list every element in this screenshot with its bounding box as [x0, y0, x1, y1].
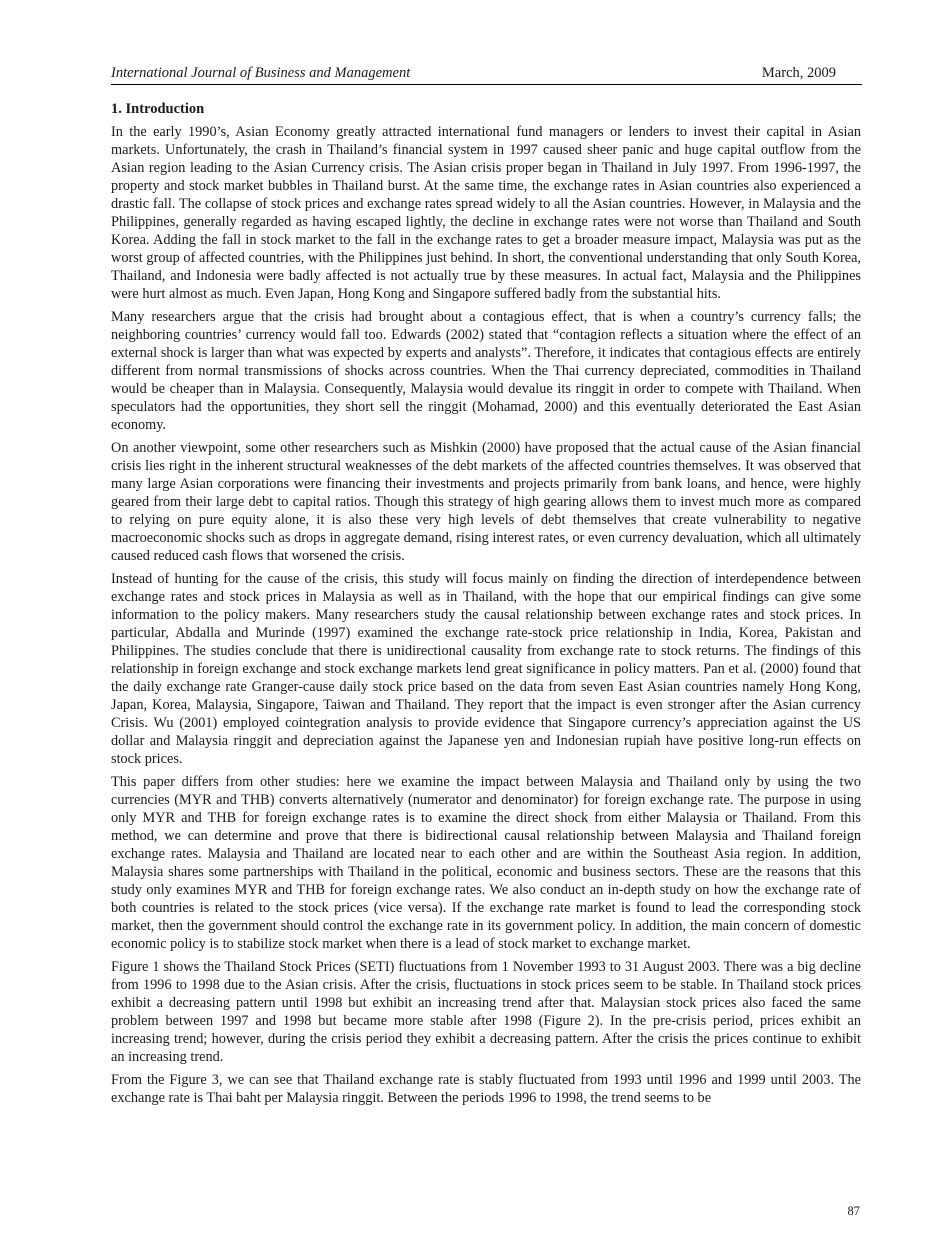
paragraph-1: In the early 1990’s, Asian Economy greatly attracted international fund managers or lenders to invest their capital in Asian markets. Unfortunately, the crash in Thailand’s financial system in 1997 caused sheer panic and huge capital outflow from the Asian region leading to the Asian Currency crisis. The Asian crisis proper began in Thailand in July 1997. From 1996-1997, the property and stock market bubbles in Thailand burst. At the same time, the exchange rates in Asian countries also experienced a drastic fall. The collapse of stock prices and exchange rates spread widely to all the Asian countries. However, in Malaysia and the Philippines, generally regarded as having escaped lightly, the decline in exchange rates were not worse than Thailand and South Korea. Adding the fall in stock market to the fall in the exchange rates to get a broader measure impact, Malaysia was put as the worst group of affected countries, with the Philippines just behind. In short, the conventional understanding that only South Korea, Thailand, and Indonesia were badly affected is not actually true by these measures. In actual fact, Malaysia and the Philippines were hurt almost as much. Even Japan, Hong Kong and Singapore suffered badly from the substantial hits.	[111, 124, 861, 302]
paragraph-7: From the Figure 3, we can see that Thailand exchange rate is stably fluctuated from 1993 until 1996 and 1999 until 2003. The exchange rate is Thai baht per Malaysia ringgit. Between the periods 1996 to 1998, the trend seems to be	[111, 1072, 861, 1106]
journal-title: International Journal of Business and Management	[111, 65, 411, 81]
article-body	[111, 100, 861, 1112]
running-header	[111, 64, 862, 85]
section-heading: 1. Introduction	[111, 101, 205, 117]
paragraph-2: Many researchers argue that the crisis had brought about a contagious effect, that is when a country’s currency falls; the neighboring countries’ currency would fall too. Edwards (2002) stated that “contagion reflects a situation where the effect of an external shock is larger than what was expected by experts and analysts”. Therefore, it indicates that contagious effects are entirely different from normal transmissions of shocks across countries. When the Thai currency depreciated, commodities in Thailand would be cheaper than in Malaysia. Consequently, Malaysia would devalue its ringgit in order to compete with Thailand. When speculators had the opportunities, they short sell the ringgit (Mohamad, 2000) and this eventually deteriorated the East Asian economy.	[111, 309, 861, 433]
paragraph-4: Instead of hunting for the cause of the crisis, this study will focus mainly on finding the direction of interdependence between exchange rates and stock prices in Malaysia as well as in Thailand, with the hope that our empirical findings can give some information to the policy makers. Many researchers study the causal relationship between exchange rates and stock prices. In particular, Abdalla and Murinde (1997) examined the exchange rate-stock price relationship in India, Korea, Pakistan and Philippines. The studies conclude that there is unidirectional causality from exchange rate to stock returns. The findings of this relationship in foreign exchange and stock exchange markets lend great significance in policy matters. Pan et al. (2000) found that the daily exchange rate Granger-cause daily stock price based on the data from seven East Asian countries namely Hong Kong, Japan, Korea, Malaysia, Singapore, Taiwan and Thailand. They report that the impact is even stronger after the Asian currency Crisis. Wu (2001) employed cointegration analysis to provide evidence that Singapore currency’s appreciation against the US dollar and Malaysia ringgit and depreciation against the Japanese yen and Indonesian rupiah have positive long-run effects on stock prices.	[111, 571, 861, 767]
page-number: 87	[847, 1204, 860, 1218]
issue-date: March, 2009	[761, 65, 836, 81]
paragraph-6: Figure 1 shows the Thailand Stock Prices (SETI) fluctuations from 1 November 1993 to 31 August 2003. There was a big decline from 1996 to 1998 due to the Asian crisis. After the crisis, fluctuations in stock prices seem to be stable. In Thailand stock prices exhibit a decreasing pattern until 1998 but exhibit an increasing trend after that. Malaysian stock prices also faced the same problem between 1997 and 1998 but became more stable after 1998 (Figure 2). In the pre-crisis period, prices exhibit an increasing trend; however, during the crisis period they exhibit a decreasing pattern. After the crisis the prices continue to exhibit an increasing trend.	[111, 959, 861, 1065]
paragraph-5: This paper differs from other studies: here we examine the impact between Malaysia and Thailand only by using the two currencies (MYR and THB) converts alternatively (numerator and denominator) for foreign exchange rate. The purpose in using only MYR and THB for foreign exchange rates is to examine the direct shock from either Malaysia or Thailand. From this method, we can determine and prove that there is bidirectional causal relationship between Malaysia and Thailand foreign exchange rates. Malaysia and Thailand are located near to each other and are within the Southeast Asia region. In addition, Malaysia shares some partnerships with Thailand in the political, economic and business sectors. These are the reasons that this study only examines MYR and THB for foreign exchange rates. We also conduct an in-depth study on how the exchange rate of both countries is related to the stock prices (vice versa). If the exchange rate market is found to lead the corresponding stock market, then the government should control the exchange rate in its government policy. In addition, the main concern of domestic economic policy is to stabilize stock market when there is a lead of stock market to exchange market.	[111, 774, 861, 952]
paragraph-3: On another viewpoint, some other researchers such as Mishkin (2000) have proposed that the actual cause of the Asian financial crisis lies right in the inherent structural weaknesses of the debt markets of the affected countries themselves. It was observed that many large Asian corporations were financing their investments and projects primarily from bank loans, and hence, were highly geared from their large debt to capital ratios. Though this strategy of high gearing allows them to invest much more as compared to relying on pure equity alone, it is also these very high levels of debt themselves that create vulnerability to negative macroeconomic shocks such as drops in aggregate demand, rising interest rates, or even currency devaluation, which all ultimately caused reduced cash flows that worsened the crisis.	[111, 440, 861, 564]
